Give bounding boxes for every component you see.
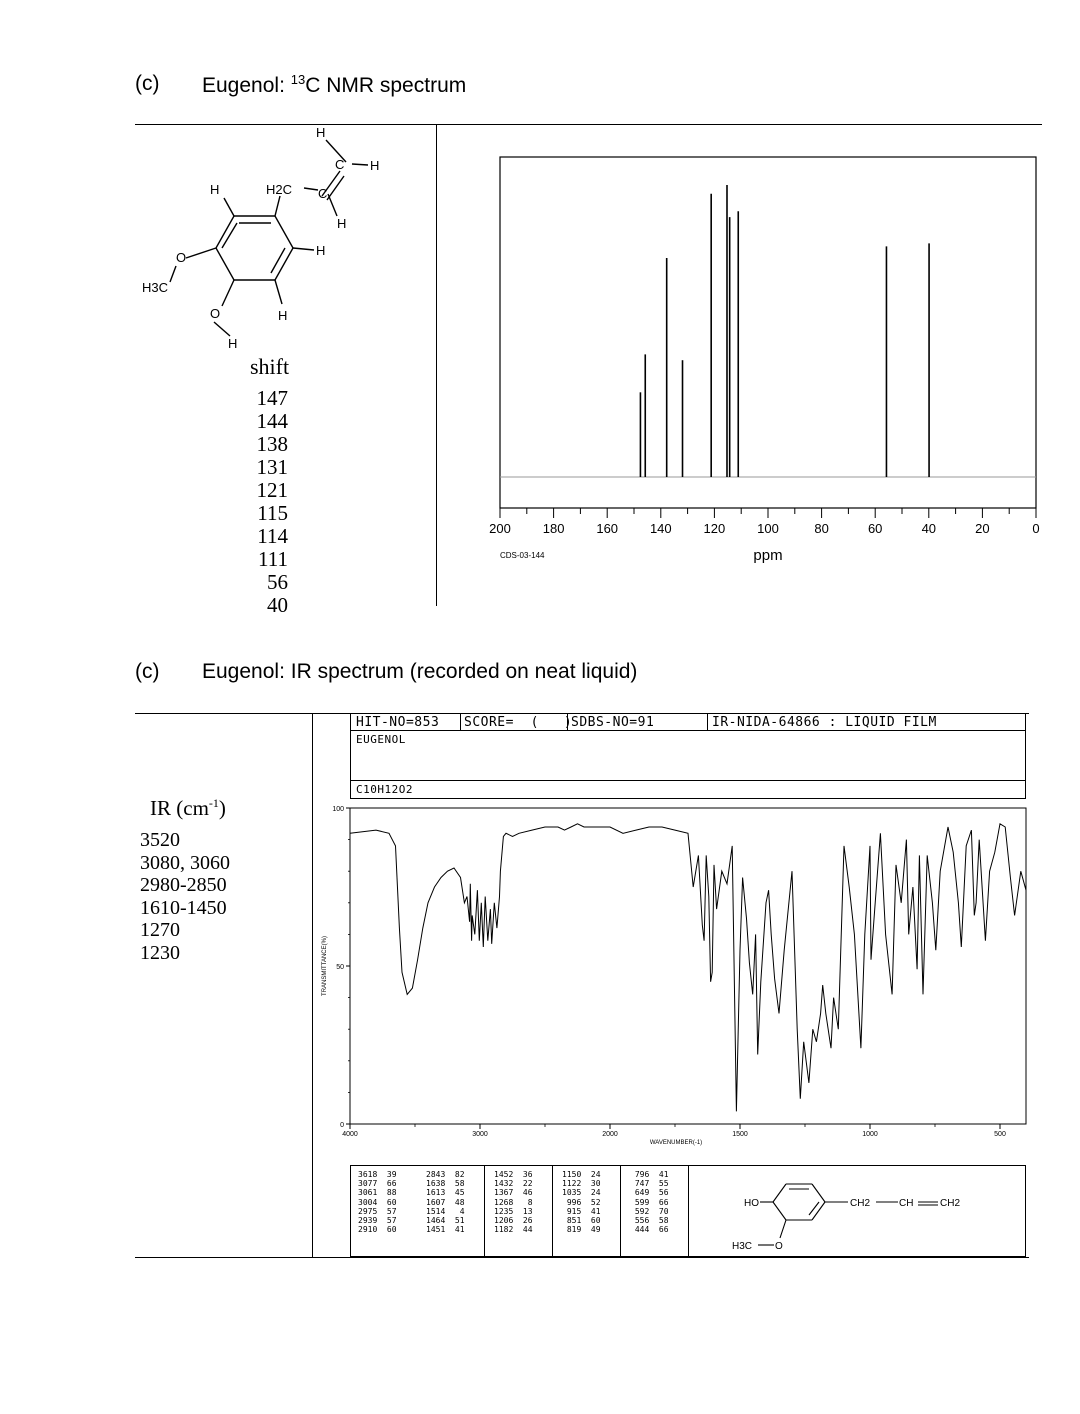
peak-table-col: [562, 1170, 601, 1234]
ir-bottom-rule: [135, 1257, 1029, 1258]
peak-table-cell: 1035 24: [562, 1188, 601, 1198]
peak-table-cell: 1150 24: [562, 1170, 601, 1179]
peak-table-cell: 796 41: [630, 1170, 669, 1179]
sdbs-sdbs-no: SDBS-NO=91: [571, 715, 655, 730]
ir-section-title: Eugenol: IR spectrum (recorded on neat liquid): [202, 660, 638, 683]
peak-table-cell: 556 58: [630, 1216, 669, 1226]
ir-x-tick-label: 2000: [602, 1131, 618, 1138]
sdbs-score: SCORE= ( ): [464, 715, 573, 730]
nmr-section-title: Eugenol: $^{13}$C NMR spectrum: [202, 72, 467, 97]
peak-table-cell: 1432 22: [494, 1179, 533, 1189]
peak-table-sep: [688, 1165, 689, 1257]
peak-table-cell: 1367 46: [494, 1188, 533, 1198]
atom-h-ring: H: [316, 243, 326, 258]
peak-table-col: [494, 1170, 533, 1234]
peak-table-cell: 1613 45: [426, 1188, 465, 1198]
ir-y-tick-label: 100: [332, 806, 344, 813]
sdbs-sep-1: [460, 714, 461, 730]
ir-frame: [350, 808, 1026, 1124]
ir-x-axis-label: WAVENUMBER(-1): [649, 1140, 703, 1146]
ir-struct-ho: HO: [744, 1198, 759, 1209]
peak-table-cell: 747 55: [630, 1179, 669, 1189]
shift-list: [236, 387, 288, 617]
peak-table-cell: 2975 57: [358, 1206, 397, 1216]
ir-x-tick-label: 1500: [732, 1131, 748, 1138]
atom-h2c: H2C: [266, 182, 293, 197]
shift-value: 114: [257, 524, 288, 548]
peak-table-cell: 819 49: [562, 1225, 601, 1235]
sdbs-ir-id: IR-NIDA-64866 : LIQUID FILM: [712, 715, 937, 730]
peak-table-cell: 2843 82: [426, 1170, 465, 1179]
peak-table-cell: 1514 4: [426, 1206, 465, 1216]
atom-h3c: H3C: [142, 280, 169, 295]
nmr-spectrum-code: CDS-03-144: [500, 551, 545, 560]
peak-table-cell: 649 56: [630, 1188, 669, 1198]
sdbs-compound-name: EUGENOL: [356, 733, 406, 746]
atom-h-right-top: H: [370, 158, 380, 173]
peak-table-cell: 2939 57: [358, 1216, 397, 1226]
peak-table-cell: 1122 30: [562, 1179, 601, 1189]
nmr-x-tick-label: 20: [975, 521, 990, 536]
ir-band: 3520: [140, 829, 180, 851]
sdbs-header-box: [350, 713, 1026, 799]
ir-x-tick-label: 500: [994, 1131, 1006, 1138]
peak-table-cell: 444 66: [630, 1225, 669, 1235]
sdbs-hit-no: HIT-NO=853: [356, 715, 440, 730]
peak-table-cell: 1451 41: [426, 1225, 465, 1235]
atom-h-left: H: [210, 182, 220, 197]
peak-table-cell: 1268 8: [494, 1197, 533, 1207]
nmr-frame: [500, 157, 1036, 508]
ir-struct-h3c: H3C: [732, 1241, 753, 1252]
ir-table-structure: [700, 1168, 1020, 1254]
ir-band: 1270: [140, 919, 180, 942]
ir-spectrum: [316, 800, 1030, 1150]
shift-header: shift: [250, 354, 290, 379]
peak-table-sep: [484, 1165, 485, 1257]
nmr-x-tick-label: 160: [596, 521, 619, 536]
peak-table-col: [426, 1170, 465, 1234]
peak-table-cell: 3077 66: [358, 1179, 397, 1189]
shift-value: 138: [256, 432, 288, 456]
shift-value: 40: [267, 593, 288, 617]
peak-table-cell: 1206 26: [494, 1216, 533, 1226]
atom-o-hydroxyl: O: [210, 306, 221, 321]
nmr-x-tick-label: 60: [867, 521, 883, 536]
atom-h-oh: H: [228, 336, 238, 351]
shift-value: 56: [267, 570, 288, 594]
peak-table-cell: 1235 13: [494, 1206, 533, 1216]
shift-value: 111: [258, 547, 288, 571]
nmr-spectrum: [480, 150, 1050, 570]
peak-table-cell: 915 41: [562, 1206, 601, 1216]
atom-o-methoxy: O: [176, 250, 187, 265]
atom-c-mid: C: [318, 186, 328, 201]
peak-table-cell: 1182 44: [494, 1225, 533, 1235]
nmr-x-tick-label: 80: [814, 521, 829, 536]
atom-h-top: H: [316, 125, 326, 140]
ir-section-label: (c): [135, 660, 160, 683]
ir-band: 1230: [140, 941, 180, 964]
peak-table-cell: 3004 60: [358, 1197, 397, 1207]
ir-y-tick-label: 0: [340, 1122, 344, 1129]
peak-table-cell: 3061 88: [358, 1188, 397, 1198]
nmr-column-divider: [436, 124, 437, 606]
peak-table-cell: 1452 36: [494, 1170, 533, 1179]
ir-struct-ch2a: CH2: [850, 1198, 871, 1209]
ir-band: 3080, 3060: [140, 851, 230, 874]
peak-table-cell: 592 70: [630, 1206, 669, 1216]
atom-h-mid: H: [337, 216, 347, 231]
peak-table-cell: 3618 39: [358, 1170, 397, 1179]
peak-table-sep: [552, 1165, 553, 1257]
atom-h-ring-bottom: H: [278, 308, 288, 323]
nmr-x-tick-label: 40: [921, 521, 937, 536]
sdbs-formula: C10H12O2: [356, 783, 413, 796]
nmr-section-label: (c): [135, 72, 160, 95]
peak-table-cell: 1464 51: [426, 1216, 465, 1226]
ir-x-tick-label: 1000: [862, 1131, 878, 1138]
ir-y-axis-label: TRANSMITTANCE(%): [322, 936, 328, 996]
peak-table-cell: 2910 60: [358, 1225, 397, 1235]
ir-list-header: IR $(cm^{-1})$: [150, 796, 226, 820]
ir-struct-o: O: [775, 1241, 783, 1252]
peak-table-cell: 1607 48: [426, 1197, 465, 1207]
ir-struct-ch: CH: [899, 1198, 914, 1209]
peak-table-cell: 1638 58: [426, 1179, 465, 1189]
nmr-x-axis-label: ppm: [753, 547, 783, 564]
ir-y-tick-label: 50: [336, 964, 344, 971]
ir-column-divider: [312, 713, 313, 1257]
peak-table-cell: 851 60: [562, 1216, 601, 1226]
peak-table-col: [358, 1170, 397, 1234]
shift-value: 131: [256, 455, 288, 479]
ir-band: 2980-2850: [140, 874, 227, 897]
sdbs-header-divider: [351, 730, 1025, 731]
shift-value: 115: [257, 501, 288, 525]
peak-table-sep: [620, 1165, 621, 1257]
sdbs-formula-divider: [351, 780, 1025, 781]
eugenol-structure: [130, 124, 430, 354]
ir-x-tick-label: 4000: [342, 1131, 358, 1138]
shift-value: 147: [256, 386, 288, 410]
ir-x-tick-label: 3000: [472, 1131, 488, 1138]
nmr-x-tick-label: 0: [1032, 521, 1040, 536]
ir-trace-line: [350, 824, 1026, 1112]
nmr-x-tick-label: 180: [542, 521, 565, 536]
sdbs-sep-3: [707, 714, 708, 730]
nmr-x-tick-label: 100: [757, 521, 779, 536]
ir-struct-ch2b: CH2: [940, 1198, 961, 1209]
shift-value: 144: [256, 409, 288, 433]
nmr-x-tick-label: 120: [703, 521, 726, 536]
peak-table-cell: 996 52: [562, 1197, 601, 1207]
peak-table-col: [630, 1170, 669, 1234]
shift-value: 121: [256, 478, 288, 502]
nmr-x-tick-label: 200: [489, 521, 511, 536]
atom-c-top: C: [335, 157, 345, 172]
nmr-x-tick-label: 140: [649, 521, 672, 536]
ir-band-list: [140, 829, 230, 965]
ir-band: 1610-1450: [140, 896, 227, 919]
peak-table-cell: 599 66: [630, 1197, 669, 1207]
